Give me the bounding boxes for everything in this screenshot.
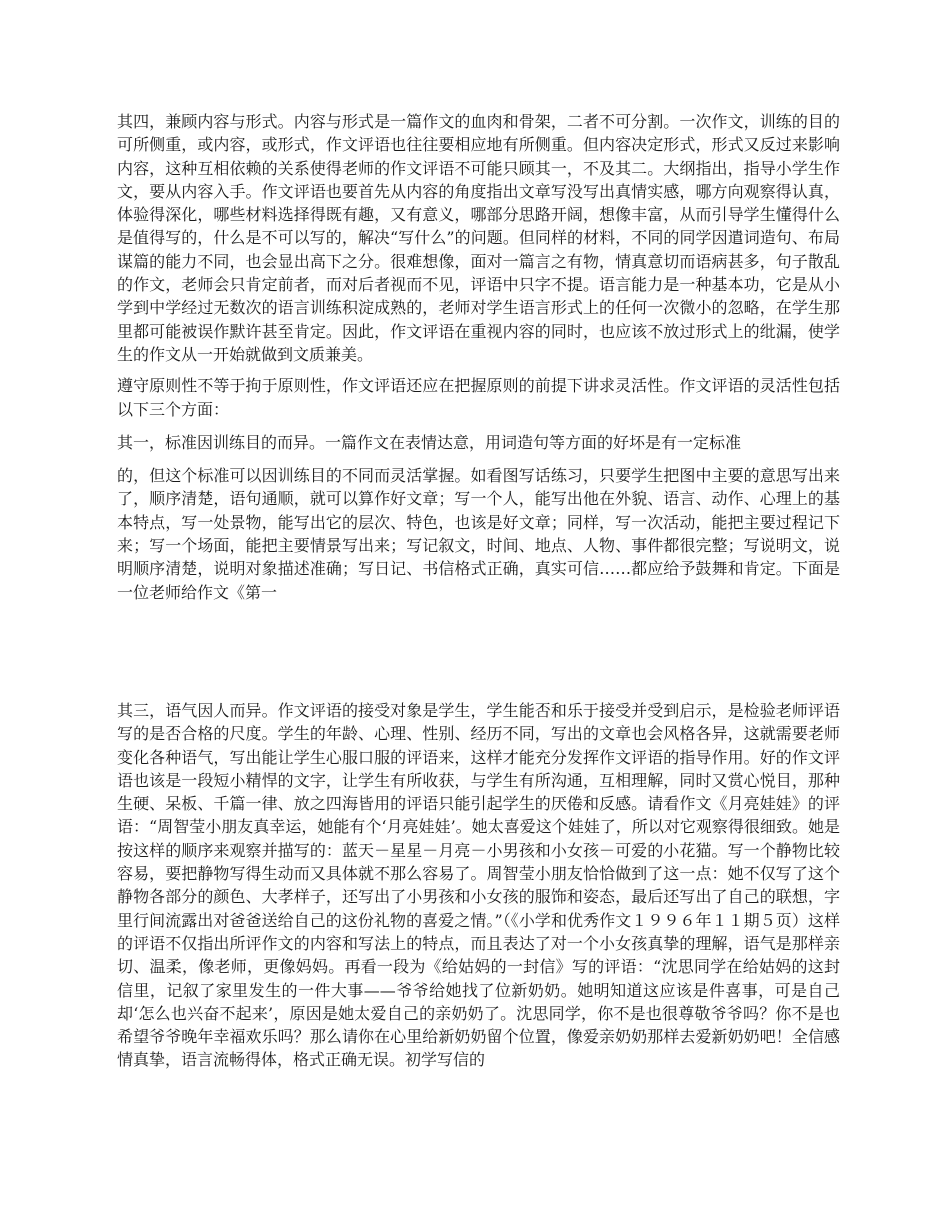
paragraph-flexibility-intro: 遵守原则性不等于拘于原则性，作文评语还应在把握原则的前提下讲求灵活性。作文评语的灵活性包括以下三个方面： xyxy=(117,376,840,419)
paragraph-tone-by-person: 其三，语气因人而异。作文评语的接受对象是学生，学生能否和乐于接受并受到启示，是检验老师评语写的是否合格的尺度。学生的年龄、心理、性别、经历不同，写出的文章也会风格各异，这就需要老师变化各种语气，写出能让学生心服口服的评语来，这样才能充分发挥作文评语的指导作用。好的作文评语也该是一段短小精悍的文字，让学生有所收获，与学生有所沟通，互相理解，同时又赏心悦目，那种生硬、呆板、千篇一律、放之四海皆用的评语只能引起学生的厌倦和反感。请看作文《月亮娃娃》的评语：“周智莹小朋友真幸运，她能有个‘月亮娃娃’。她太喜爱这个娃娃了，所以对它观察得很细致。她是按这样的顺序来观察并描写的：蓝天－星星－月亮－小男孩和小女孩－可爱的小花猫。写一个静物比较容易，要把静物写得生动而又具体就不那么容易了。周智莹小朋友恰恰做到了这一点：她不仅写了这个静物各部分的颜色、大孝样子，还写出了小男孩和小女孩的服饰和姿态，最后还写出了自己的联想，字里行间流露出对爸爸送给自己的这份礼物的喜爱之情。”（《小学和优秀作文１９９６年１１期５页）这样的评语不仅指出所评作文的内容和写法上的特点，而且表达了对一个小女孩真挚的理解，语气是那样亲切、温柔，像老师，更像妈妈。再看一段为《给姑妈的一封信》写的评语：“沈思同学在给姑妈的这封信里，记叙了家里发生的一件大事——爷爷给她找了位新奶奶。她明知道这应该是件喜事，可是自己却‘怎么也兴奋不起来’，原因是她太爱自己的亲奶奶了。沈思同学，你不是也很尊敬爷爷吗？你不是也希望爷爷晚年幸福欢乐吗？那么请你在心里给新奶奶留个位置，像爱亲奶奶那样去爱新奶奶吧！全信感情真挚，语言流畅得体，格式正确无误。初学写信的 xyxy=(117,700,840,1070)
paragraph-standard-continued: 的，但这个标准可以因训练目的不同而灵活掌握。如看图写话练习，只要学生把图中主要的意思写出来了，顺序清楚，语句通顺，就可以算作好文章；写一个人，能写出他在外貌、语言、动作、心理上的基本特点，写一处景物，能写出它的层次、特色，也该是好文章；同样，写一次活动，能把主要过程记下来；写一个场面，能把主要情景写出来；写记叙文，时间、地点、人物、事件都很完整；写说明文，说明顺序清楚，说明对象描述准确；写日记、书信格式正确，真实可信……都应给予鼓舞和肯定。下面是一位老师给作文《第一 xyxy=(117,466,840,602)
document-body xyxy=(117,110,840,1072)
paragraph-standard-by-purpose: 其一，标准因训练目的而异。一篇作文在表情达意，用词造句等方面的好坏是有一定标准 xyxy=(117,432,742,452)
paragraph-content-and-form: 其四，兼顾内容与形式。内容与形式是一篇作文的血肉和骨架，二者不可分割。一次作文，训练的目的可所侧重，或内容，或形式，作文评语也往往要相应地有所侧重。但内容决定形式，形式又反过来影响内容，这种互相依赖的关系使得老师的作文评语不可能只顾其一，不及其二。大纲指出，指导小学生作文，要从内容入手。作文评语也要首先从内容的角度指出文章写没写出真情实感，哪方向观察得认真，体验得深化，哪些材料选择得既有趣，又有意义，哪部分思路开阔，想像丰富，从而引导学生懂得什么是值得写的，什么是不可以写的，解决“写什么”的问题。但同样的材料，不同的同学因遣词造句、布局谋篇的能力不同，也会显出高下之分。很难想像，面对一篇言之有物，情真意切而语病甚多，句子散乱的作文，老师会只肯定前者，而对后者视而不见，评语中只字不提。语言能力是一种基本功，它是从小学到中学经过无数次的语言训练积淀成熟的，老师对学生语言形式上的任何一次微小的忽略，在学生那里都可能被误作默许甚至肯定。因此，作文评语在重视内容的同时，也应该不放过形式上的纰漏，使学生的作文从一开始就做到文质兼美。 xyxy=(117,112,840,364)
blank-gap xyxy=(117,604,840,699)
